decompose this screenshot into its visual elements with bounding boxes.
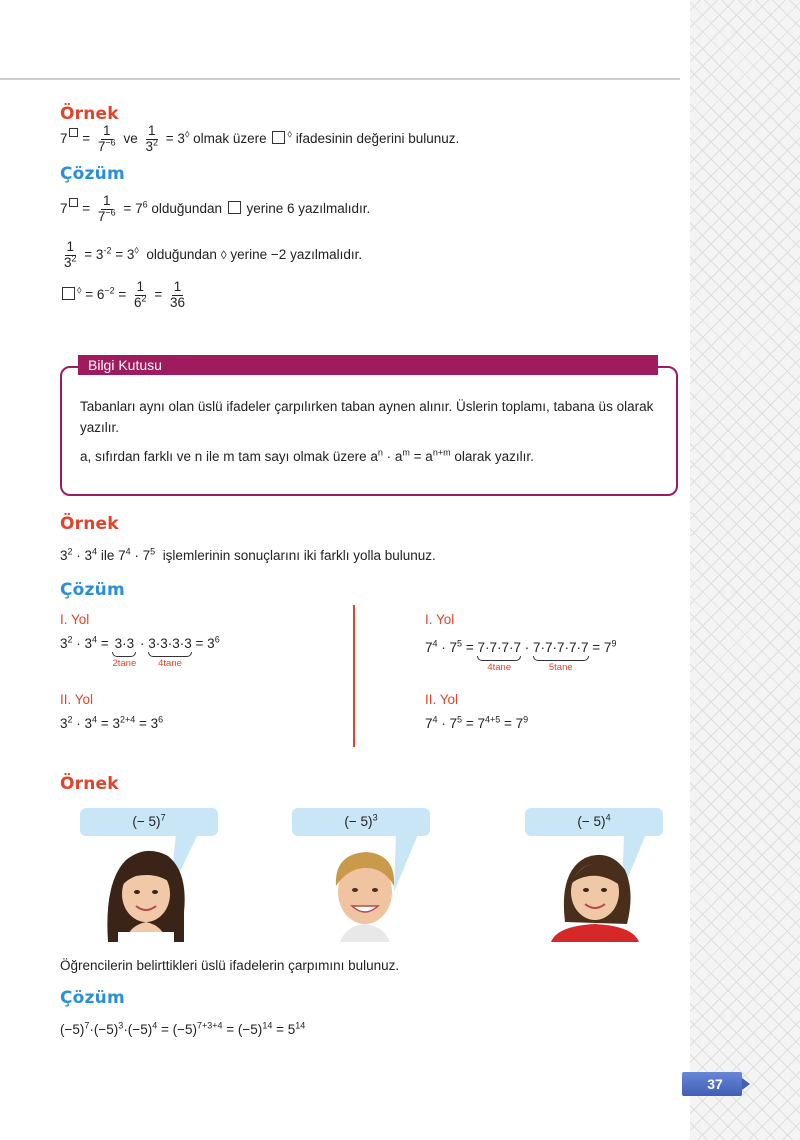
left-base-a: 3 xyxy=(60,636,68,651)
sol3-s5-exp: 14 xyxy=(262,1020,273,1031)
solution-line-2 xyxy=(60,240,362,271)
right-group-2 xyxy=(533,640,589,673)
left-res-exp: 6 xyxy=(214,634,220,645)
left-group-1-label: 2tane xyxy=(112,658,137,669)
speech-bubble-1 xyxy=(80,808,218,836)
q-ve: ve xyxy=(123,130,138,146)
info-box-para-2 xyxy=(80,446,662,467)
left-e1: 2 xyxy=(67,634,73,645)
l1-tail-1: olduğundan xyxy=(151,200,222,216)
right-e2: 5 xyxy=(457,638,463,649)
sol3-s6: = 5 xyxy=(272,1022,296,1037)
q-base: 7 xyxy=(60,130,68,146)
right-yol-1-expr: $7^4 \cdot 7^5$ = 7·7·7·7 4tane · 7·7·7·7·7 5tane = $7^9$ xyxy=(425,638,617,673)
right-group-2-label: 5tane xyxy=(548,662,573,673)
right-group-1-brace xyxy=(477,656,521,661)
left-yol-1-expr: $3^2 \cdot 3^4$ = 3·3 2tane · 3·3·3·3 4tane = $3^6$ xyxy=(60,634,220,669)
q2-tail: işlemlerinin sonuçlarını iki farklı yolla bulunuz. xyxy=(162,548,436,563)
info-para-2-pre: a, sıfırdan farklı ve n ile m tam sayı olmak üzere a xyxy=(80,449,378,464)
left-group-1-text: 3·3 xyxy=(114,636,135,651)
q-tail-1: olmak üzere xyxy=(193,130,267,146)
left-yol-2-expr: $3^2 \cdot 3^4 = 3^{2+4} = 3^6$ xyxy=(60,714,164,731)
right-group-1-label: 4tane xyxy=(487,662,512,673)
l3-fraction-a xyxy=(132,280,149,311)
left-y2-base-a: 3 xyxy=(60,716,68,731)
left-y2-e1: 2 xyxy=(67,714,73,725)
sol3-s1-exp: 7 xyxy=(84,1020,90,1031)
student-boy-illustration xyxy=(320,842,410,942)
q-fraction-a xyxy=(96,124,118,155)
l2-tail-2: yerine −2 yazılmalıdır. xyxy=(230,246,363,262)
left-base-b: 3 xyxy=(84,636,93,651)
student-girl-2-illustration xyxy=(545,842,645,942)
example-3-heading: Örnek xyxy=(60,774,119,794)
l1-fraction xyxy=(96,194,118,225)
right-y2-e2: 5 xyxy=(457,714,463,725)
left-group-1 xyxy=(112,636,136,669)
diamond-icon: ◊ xyxy=(287,129,292,140)
l2-fraction-exp: 2 xyxy=(71,253,77,264)
q2-b3: 7 xyxy=(118,548,126,563)
info-exp-n: n xyxy=(377,447,383,458)
info-exp-m: m xyxy=(402,447,410,458)
sol3-s3-exp: 4 xyxy=(152,1020,158,1031)
right-base-b: 7 xyxy=(449,640,458,655)
l3-eq: = 6 xyxy=(85,286,105,302)
l2-tail-1: olduğundan xyxy=(146,246,217,262)
example-3-solution-heading: Çözüm xyxy=(60,988,125,1008)
l3-fraction-b-num: 1 xyxy=(173,279,182,294)
right-y2-sum: 4+5 xyxy=(484,714,501,725)
top-rule xyxy=(0,78,680,80)
l2-fraction-den: 3 xyxy=(64,254,72,270)
l1-fraction-num: 1 xyxy=(103,193,111,208)
q2-e4: 5 xyxy=(150,546,156,557)
l3-fraction-a-den: 6 xyxy=(134,294,142,310)
q-fraction-b-num: 1 xyxy=(147,123,156,138)
left-group-2 xyxy=(148,636,192,669)
l1-eq: = 7 xyxy=(123,200,143,216)
speech-bubble-3 xyxy=(525,808,663,836)
q-tail-2: ifadesinin değerini bulunuz. xyxy=(295,130,460,146)
left-group-2-text: 3·3·3·3 xyxy=(148,636,192,651)
info-box-title: Bilgi Kutusu xyxy=(78,355,658,375)
example-2-question: $3^2 \cdot 3^4$ ile $7^4 \cdot 7^5$ işlemlerinin sonuçlarını iki farklı yolla bulunuz. xyxy=(60,546,436,563)
right-yol-1: I. Yol xyxy=(425,612,455,627)
left-yol-2: II. Yol xyxy=(60,692,94,707)
right-y2-base-a: 7 xyxy=(425,716,433,731)
square-icon xyxy=(62,287,75,300)
l1-fraction-den: 7 xyxy=(97,208,106,224)
diamond-icon: ◊ xyxy=(134,245,139,256)
left-y2-res-exp: 6 xyxy=(158,714,164,725)
right-y2-e1: 4 xyxy=(432,714,438,725)
info-eq-a: = a xyxy=(409,449,433,464)
right-base-a: 7 xyxy=(425,640,433,655)
l1-fraction-exp: −6 xyxy=(105,207,116,218)
example-1-solution-heading: Çözüm xyxy=(60,164,125,184)
square-icon xyxy=(69,198,78,207)
sol3-s5: = (−5) xyxy=(222,1022,263,1037)
example-3-question: Öğrencilerin belirttikleri üslü ifadelerin çarpımını bulunuz. xyxy=(60,958,400,973)
left-e2: 4 xyxy=(92,634,98,645)
l2-fraction xyxy=(62,240,79,271)
square-icon xyxy=(69,128,78,137)
solution-line-3: $^◊ = 6^{-2}$ = $\frac{1}{6^2}$ = $\frac{1}{36}$ xyxy=(60,280,189,311)
left-y2-e2: 4 xyxy=(92,714,98,725)
example-2-heading: Örnek xyxy=(60,514,119,534)
l3-fraction-a-exp: 2 xyxy=(141,293,147,304)
info-dot-a: · a xyxy=(382,449,403,464)
l2-eq2: = 3 xyxy=(115,246,135,262)
sol3-s6-exp: 14 xyxy=(295,1020,306,1031)
diamond-icon: ◊ xyxy=(184,129,190,140)
page-number-tab-tip xyxy=(742,1078,750,1090)
l2-eq-exp: -2 xyxy=(103,245,112,256)
example-3-solution xyxy=(60,1022,305,1037)
bubble-1-text: (− 5) xyxy=(132,814,161,829)
q2-e2: 4 xyxy=(92,546,98,557)
left-y2-base-b: 3 xyxy=(84,716,93,731)
right-y2-base-d: 7 xyxy=(515,716,524,731)
q-fraction-b-den: 3 xyxy=(145,138,153,154)
l1-tail-2: yerine 6 yazılmalıdır. xyxy=(246,200,371,216)
l1-base: 7 xyxy=(60,200,68,216)
solution-line-1: 7 = $\frac{1}{7^{-6}}$ = $7^6$ olduğundan yerine 6 yazılmalıdır. xyxy=(60,193,371,224)
left-group-1-brace xyxy=(112,652,136,657)
q2-b1: 3 xyxy=(60,548,68,563)
right-res-exp: 9 xyxy=(611,638,617,649)
q2-ile: ile xyxy=(100,548,115,563)
right-e1: 4 xyxy=(432,638,438,649)
q-fraction-a-num: 1 xyxy=(103,123,111,138)
q-fraction-a-den: 7 xyxy=(97,138,106,154)
page-number: 37 xyxy=(707,1076,723,1092)
q-eq3: = 3 xyxy=(165,130,185,146)
student-girl-1-illustration xyxy=(96,842,196,942)
diamond-icon: ◊ xyxy=(77,285,82,296)
l2-eq: = 3 xyxy=(84,246,104,262)
left-group-2-label: 4tane xyxy=(158,658,182,669)
right-group-1-text: 7·7·7·7 xyxy=(477,640,521,655)
l3-fraction-a-num: 1 xyxy=(136,279,145,294)
example-1-question: 7 = $\frac{1}{7^{-6}}$ ve $\frac{1}{3^2}$ = 3◊ olmak üzere ◊ ifadesinin değerini bulunuz. xyxy=(60,123,460,154)
side-pattern xyxy=(690,0,800,1140)
left-y2-sum: 2+4 xyxy=(119,714,136,725)
left-y2-base-d: 3 xyxy=(150,716,159,731)
info-para-2-post: olarak yazılır. xyxy=(450,449,534,464)
right-y2-res-exp: 9 xyxy=(523,714,529,725)
q2-b2: 3 xyxy=(84,548,93,563)
sol3-s2: ·(−5) xyxy=(89,1022,119,1037)
sol3-s1: (−5) xyxy=(60,1022,85,1037)
l2-fraction-num: 1 xyxy=(66,239,75,254)
right-yol-2-expr: $7^4 \cdot 7^5 = 7^{4+5} = 7^9$ xyxy=(425,714,529,731)
q-fraction-b xyxy=(143,124,160,155)
sol3-s3: ·(−5) xyxy=(123,1022,153,1037)
l3-fraction-b-den: 36 xyxy=(169,294,185,310)
right-yol-2: II. Yol xyxy=(425,692,459,707)
diamond-icon: ◊ xyxy=(220,247,227,262)
left-y2-base-c: 3 xyxy=(112,716,120,731)
bubble-2-exp: 3 xyxy=(372,812,378,823)
left-group-2-brace xyxy=(148,652,192,657)
q2-e3: 4 xyxy=(125,546,131,557)
sol3-s4-exp: 7+3+4 xyxy=(197,1020,223,1031)
example-2-solution-heading: Çözüm xyxy=(60,580,125,600)
l3-fraction-b xyxy=(168,280,187,311)
right-y2-base-c: 7 xyxy=(477,716,485,731)
bubble-3-text: (− 5) xyxy=(577,814,606,829)
column-divider xyxy=(353,605,355,747)
l3-eq-exp: −2 xyxy=(104,285,115,296)
left-yol-1: I. Yol xyxy=(60,612,90,627)
l1-eq-exp: 6 xyxy=(142,199,148,210)
left-res: = 3 xyxy=(195,636,215,651)
right-res: = 7 xyxy=(592,640,612,655)
sol3-s4: = (−5) xyxy=(157,1022,197,1037)
sol3-s2-exp: 3 xyxy=(118,1020,124,1031)
right-group-1 xyxy=(477,640,521,673)
example-1-heading: Örnek xyxy=(60,104,119,124)
bubble-1-exp: 7 xyxy=(160,812,166,823)
bubble-3-exp: 4 xyxy=(605,812,611,823)
bubble-2-text: (− 5) xyxy=(344,814,373,829)
q-fraction-b-exp: 2 xyxy=(153,137,159,148)
q-fraction-a-exp: −6 xyxy=(105,137,116,148)
info-box-para-1: Tabanları aynı olan üslü ifadeler çarpılırken taban aynen alınır. Üslerin toplamı, tabana üs olarak yazılır. xyxy=(80,399,654,435)
square-icon xyxy=(228,201,241,214)
right-group-2-text: 7·7·7·7·7 xyxy=(532,640,589,655)
square-icon xyxy=(272,131,285,144)
right-y2-base-b: 7 xyxy=(449,716,458,731)
q2-e1: 2 xyxy=(67,546,73,557)
q2-b4: 7 xyxy=(142,548,151,563)
speech-bubble-2 xyxy=(292,808,430,836)
right-group-2-brace xyxy=(533,656,589,661)
info-exp-nm: n+m xyxy=(432,447,451,458)
